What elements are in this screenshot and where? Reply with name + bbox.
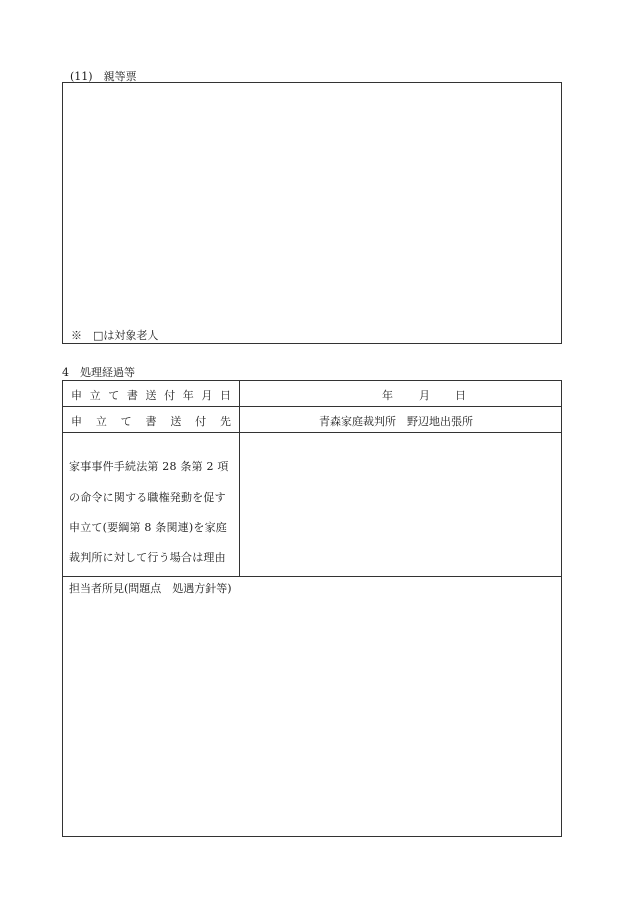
send-date-label [71,387,231,403]
reason-line: 裁判所に対して行う場合は理由 [69,551,226,564]
label-char: 付 [164,389,176,402]
label-char: 書 [145,415,157,428]
label-char: て [108,389,120,402]
send-date-year-unit: 年 [382,389,393,402]
label-char: 申 [71,389,82,402]
target-elder-note: ※ □は対象老人 [71,329,159,342]
row-divider [63,432,561,433]
label-char: 立 [89,389,101,402]
row-divider [63,406,561,407]
process-table [62,380,562,837]
send-to-court: 青森家庭裁判所 野辺地出張所 [319,415,473,428]
section-4-heading: 4 処理経過等 [62,366,135,379]
reason-line: の命令に関する職権発動を促す [69,491,226,504]
label-char: て [120,415,132,428]
staff-opinion-area[interactable] [65,597,559,835]
label-char: 申 [71,415,82,428]
label-char: 送 [145,389,157,402]
section-11-heading: (11) 親等票 [70,70,137,83]
reason-line: 家事事件手続法第 28 条第 2 項 [69,460,229,473]
column-divider [239,381,240,576]
reason-entry-area[interactable] [241,434,559,574]
label-char: 月 [201,389,213,402]
label-char: 立 [95,415,107,428]
send-to-label [71,413,231,429]
label-char: 先 [219,415,231,428]
label-char: 付 [195,415,207,428]
label-char: 送 [170,415,182,428]
label-char: 書 [126,389,138,402]
staff-opinion-label: 担当者所見(問題点 処遇方針等) [69,582,232,595]
kinship-chart-box [62,82,562,344]
row-divider [63,576,561,577]
label-char: 日 [220,389,231,402]
reason-line: 申立て(要綱第 8 条関連)を家庭 [69,521,227,534]
label-char: 年 [182,389,194,402]
send-date-day-unit: 日 [455,389,466,402]
send-date-month-unit: 月 [419,389,430,402]
